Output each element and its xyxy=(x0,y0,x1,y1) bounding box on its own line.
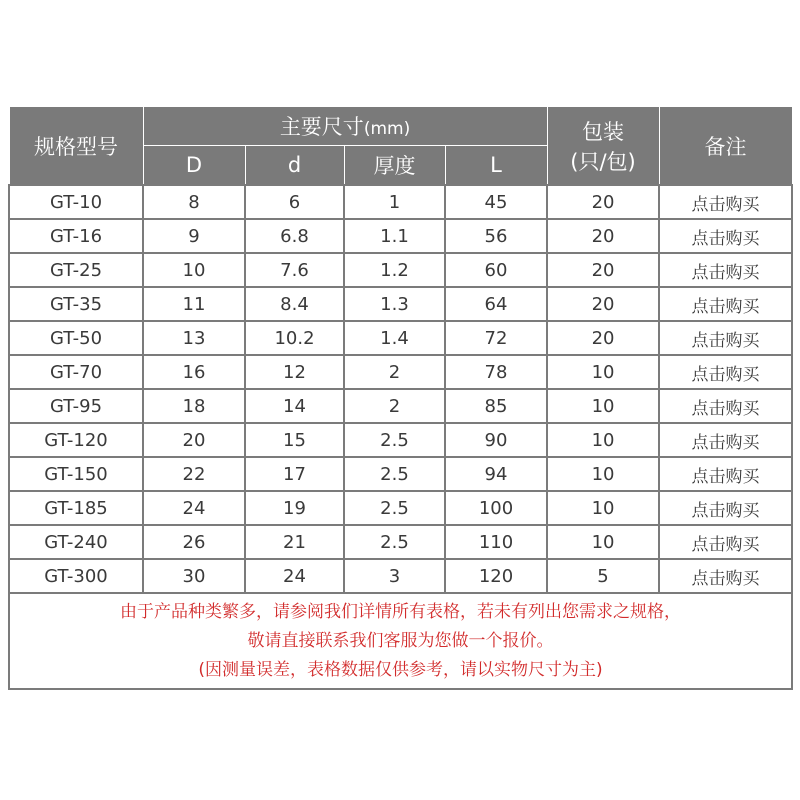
cell-L: 45 xyxy=(445,185,547,219)
cell-d: 10.2 xyxy=(245,321,344,355)
buy-link[interactable]: 点击购买 xyxy=(659,253,792,287)
cell-d: 24 xyxy=(245,559,344,593)
cell-L: 85 xyxy=(445,389,547,423)
cell-thickness: 1.2 xyxy=(344,253,445,287)
header-model: 规格型号 xyxy=(9,107,143,186)
buy-link[interactable]: 点击购买 xyxy=(659,491,792,525)
cell-model: GT-185 xyxy=(9,491,143,525)
cell-D: 18 xyxy=(143,389,245,423)
cell-pack: 10 xyxy=(547,525,659,559)
cell-model: GT-10 xyxy=(9,185,143,219)
cell-pack: 10 xyxy=(547,423,659,457)
note-cell xyxy=(9,593,792,689)
cell-d: 6 xyxy=(245,185,344,219)
header-package-line2: (只/包) xyxy=(570,149,636,174)
cell-D: 26 xyxy=(143,525,245,559)
cell-pack: 10 xyxy=(547,355,659,389)
note-row xyxy=(9,593,792,689)
cell-thickness: 3 xyxy=(344,559,445,593)
cell-pack: 20 xyxy=(547,219,659,253)
header-d: d xyxy=(245,146,344,186)
cell-pack: 5 xyxy=(547,559,659,593)
cell-thickness: 2 xyxy=(344,355,445,389)
cell-D: 10 xyxy=(143,253,245,287)
cell-D: 9 xyxy=(143,219,245,253)
table-row xyxy=(9,287,792,321)
cell-D: 22 xyxy=(143,457,245,491)
cell-pack: 20 xyxy=(547,321,659,355)
table-row xyxy=(9,559,792,593)
header-package xyxy=(547,107,659,186)
buy-link[interactable]: 点击购买 xyxy=(659,287,792,321)
cell-model: GT-95 xyxy=(9,389,143,423)
cell-pack: 20 xyxy=(547,287,659,321)
table-row xyxy=(9,491,792,525)
cell-L: 100 xyxy=(445,491,547,525)
table-row xyxy=(9,219,792,253)
cell-d: 12 xyxy=(245,355,344,389)
cell-L: 78 xyxy=(445,355,547,389)
table-row xyxy=(9,253,792,287)
header-main-dims xyxy=(143,107,547,146)
cell-model: GT-25 xyxy=(9,253,143,287)
cell-D: 20 xyxy=(143,423,245,457)
cell-thickness: 1.3 xyxy=(344,287,445,321)
cell-d: 21 xyxy=(245,525,344,559)
cell-d: 15 xyxy=(245,423,344,457)
cell-model: GT-150 xyxy=(9,457,143,491)
cell-L: 120 xyxy=(445,559,547,593)
cell-model: GT-16 xyxy=(9,219,143,253)
cell-L: 64 xyxy=(445,287,547,321)
cell-thickness: 2.5 xyxy=(344,457,445,491)
header-L: L xyxy=(445,146,547,186)
cell-L: 94 xyxy=(445,457,547,491)
cell-L: 56 xyxy=(445,219,547,253)
cell-model: GT-70 xyxy=(9,355,143,389)
cell-pack: 20 xyxy=(547,185,659,219)
cell-d: 19 xyxy=(245,491,344,525)
cell-model: GT-300 xyxy=(9,559,143,593)
cell-D: 30 xyxy=(143,559,245,593)
cell-thickness: 1.4 xyxy=(344,321,445,355)
buy-link[interactable]: 点击购买 xyxy=(659,321,792,355)
table-row xyxy=(9,423,792,457)
header-D: D xyxy=(143,146,245,186)
cell-d: 6.8 xyxy=(245,219,344,253)
cell-pack: 10 xyxy=(547,457,659,491)
table-row xyxy=(9,389,792,423)
cell-thickness: 1.1 xyxy=(344,219,445,253)
note-line-1: 由于产品种类繁多，请参阅我们详情所有表格，若未有列出您需求之规格， xyxy=(120,601,681,622)
cell-L: 72 xyxy=(445,321,547,355)
header-main-dims-label: 主要尺寸 xyxy=(279,115,364,139)
cell-D: 16 xyxy=(143,355,245,389)
cell-thickness: 2 xyxy=(344,389,445,423)
cell-pack: 10 xyxy=(547,389,659,423)
header-row-top xyxy=(9,107,792,146)
table-row xyxy=(9,321,792,355)
buy-link[interactable]: 点击购买 xyxy=(659,355,792,389)
cell-model: GT-120 xyxy=(9,423,143,457)
cell-d: 8.4 xyxy=(245,287,344,321)
note-line-2: 敬请直接联系我们客服为您做一个报价。 xyxy=(247,630,554,651)
cell-model: GT-50 xyxy=(9,321,143,355)
table-row xyxy=(9,355,792,389)
cell-D: 11 xyxy=(143,287,245,321)
cell-model: GT-240 xyxy=(9,525,143,559)
header-package-line1: 包装 xyxy=(582,119,625,144)
buy-link[interactable]: 点击购买 xyxy=(659,525,792,559)
header-remark: 备注 xyxy=(659,107,792,186)
table-row xyxy=(9,185,792,219)
cell-L: 90 xyxy=(445,423,547,457)
cell-thickness: 2.5 xyxy=(344,525,445,559)
cell-L: 110 xyxy=(445,525,547,559)
cell-d: 17 xyxy=(245,457,344,491)
cell-pack: 10 xyxy=(547,491,659,525)
cell-pack: 20 xyxy=(547,253,659,287)
header-thickness: 厚度 xyxy=(344,146,445,186)
table-body xyxy=(9,185,792,689)
buy-link[interactable]: 点击购买 xyxy=(659,423,792,457)
buy-link[interactable]: 点击购买 xyxy=(659,457,792,491)
cell-d: 14 xyxy=(245,389,344,423)
spec-table xyxy=(8,106,793,690)
cell-L: 60 xyxy=(445,253,547,287)
cell-d: 7.6 xyxy=(245,253,344,287)
header-main-dims-unit: (mm) xyxy=(363,119,411,139)
buy-link[interactable]: 点击购买 xyxy=(659,389,792,423)
table-row xyxy=(9,525,792,559)
cell-thickness: 1 xyxy=(344,185,445,219)
buy-link[interactable]: 点击购买 xyxy=(659,219,792,253)
cell-D: 8 xyxy=(143,185,245,219)
note-line-3: (因测量误差，表格数据仅供参考，请以实物尺寸为主) xyxy=(198,659,603,680)
cell-model: GT-35 xyxy=(9,287,143,321)
table-row xyxy=(9,457,792,491)
buy-link[interactable]: 点击购买 xyxy=(659,185,792,219)
cell-thickness: 2.5 xyxy=(344,423,445,457)
buy-link[interactable]: 点击购买 xyxy=(659,559,792,593)
cell-thickness: 2.5 xyxy=(344,491,445,525)
cell-D: 13 xyxy=(143,321,245,355)
cell-D: 24 xyxy=(143,491,245,525)
